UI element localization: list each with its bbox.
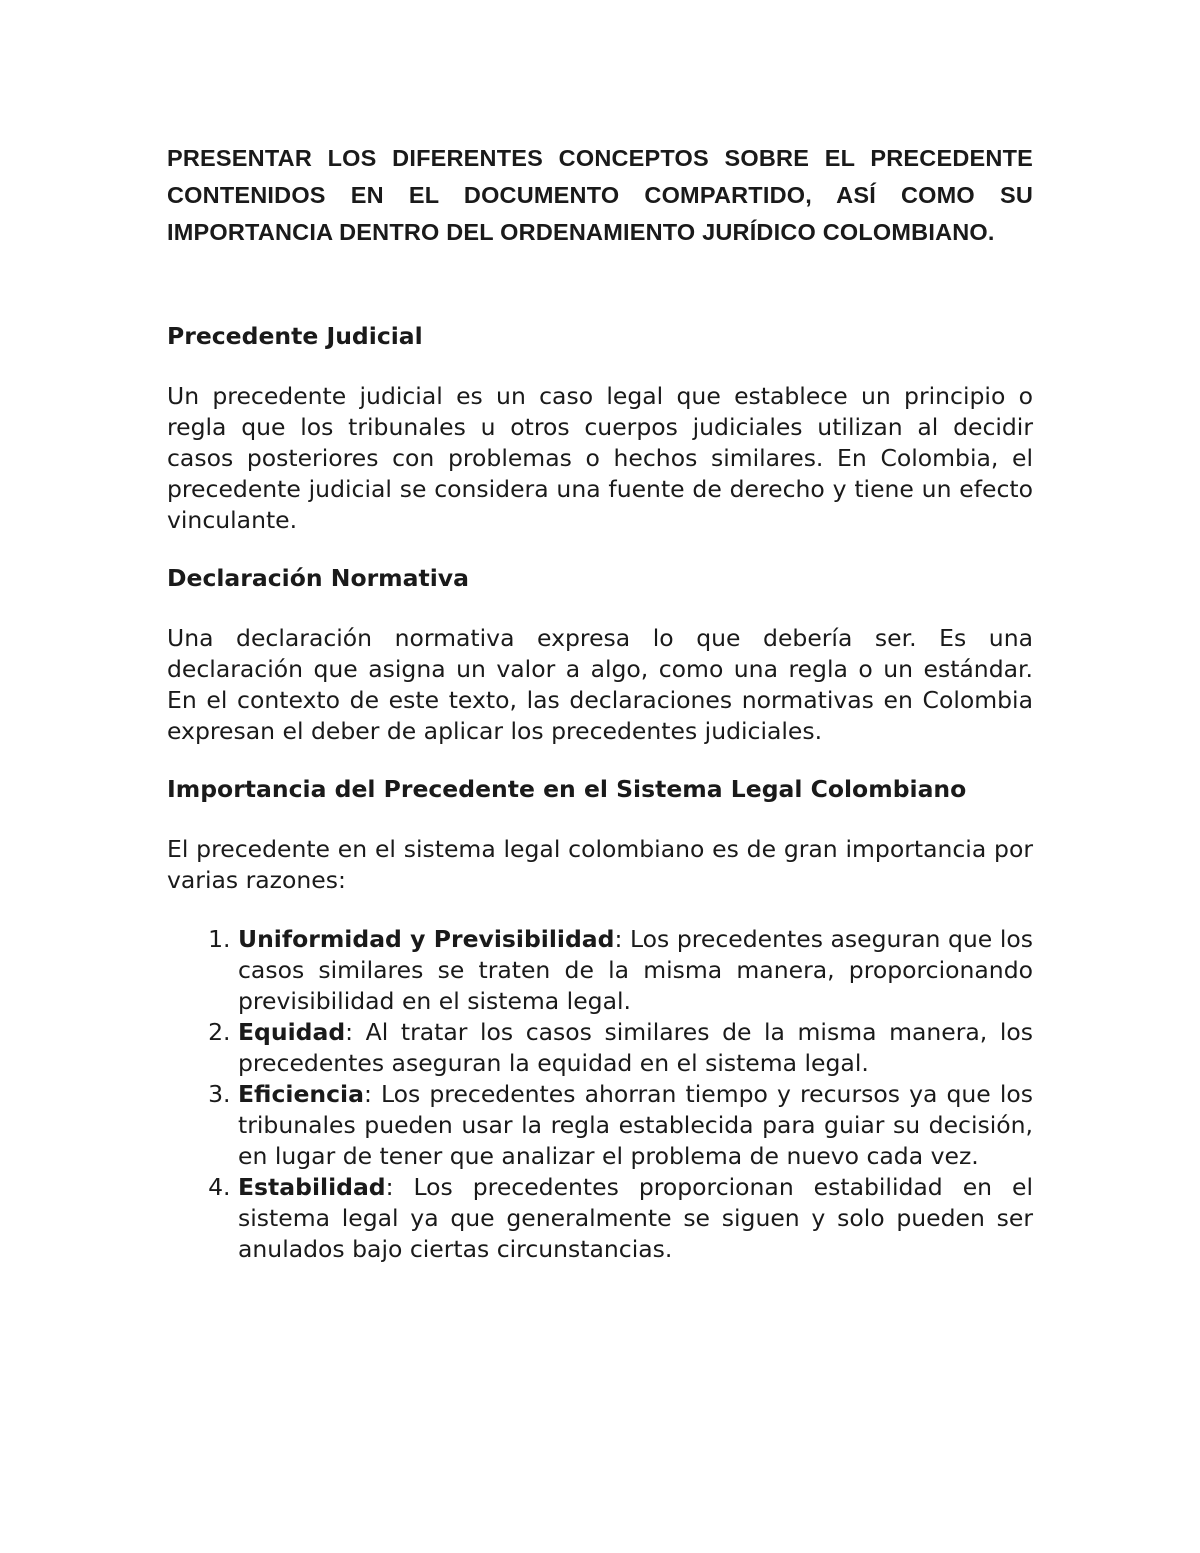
list-item <box>238 1079 1033 1172</box>
list-item <box>238 1017 1033 1079</box>
reasons-list <box>167 924 1033 1265</box>
reason-term: Estabilidad <box>238 1173 386 1201</box>
list-item <box>238 1172 1033 1265</box>
document-title: PRESENTAR LOS DIFERENTES CONCEPTOS SOBRE EL PRECEDENTE CONTENIDOS EN EL DOCUMENTO COMPARTIDO, ASÍ COMO SU IMPORTANCIA DENTRO DEL ORDENAMIENTO JURÍDICO COLOMBIANO. <box>167 145 1033 245</box>
reason-term: Equidad <box>238 1018 346 1046</box>
section-heading-precedente-judicial: Precedente Judicial <box>167 322 423 350</box>
section-body-declaracion-normativa: Una declaración normativa expresa lo que debería ser. Es una declaración que asigna un valor a algo, como una regla o un estándar. En el contexto de este texto, las declaraciones normativas en Colombia expresan el deber de aplicar los precedentes judiciales. <box>167 624 1033 745</box>
section-body-precedente-judicial: Un precedente judicial es un caso legal que establece un principio o regla que los tribunales u otros cuerpos judiciales utilizan al decidir casos posteriores con problemas o hechos similares. En Colombia, el precedente judicial se considera una fuente de derecho y tiene un efecto vinculante. <box>167 382 1033 534</box>
reason-text: : Al tratar los casos similares de la misma manera, los precedentes aseguran la equidad en el sistema legal. <box>238 1018 1033 1077</box>
section-heading-importancia: Importancia del Precedente en el Sistema Legal Colombiano <box>167 775 967 803</box>
reason-term: Eficiencia <box>238 1080 364 1108</box>
section-heading-declaracion-normativa: Declaración Normativa <box>167 564 469 592</box>
reason-term: Uniformidad y Previsibilidad <box>238 925 615 953</box>
reason-text: : Los precedentes ahorran tiempo y recursos ya que los tribunales pueden usar la regla establecida para guiar su decisión, en lugar de tener que analizar el problema de nuevo cada vez. <box>238 1080 1033 1170</box>
section-body-importancia: El precedente en el sistema legal colombiano es de gran importancia por varias razones: <box>167 835 1033 894</box>
reason-text: : Los precedentes proporcionan estabilidad en el sistema legal ya que generalmente se siguen y solo pueden ser anulados bajo ciertas circunstancias. <box>238 1173 1033 1263</box>
reason-text: : Los precedentes aseguran que los casos similares se traten de la misma manera, proporcionando previsibilidad en el sistema legal. <box>238 925 1033 1015</box>
list-item <box>238 924 1033 1017</box>
